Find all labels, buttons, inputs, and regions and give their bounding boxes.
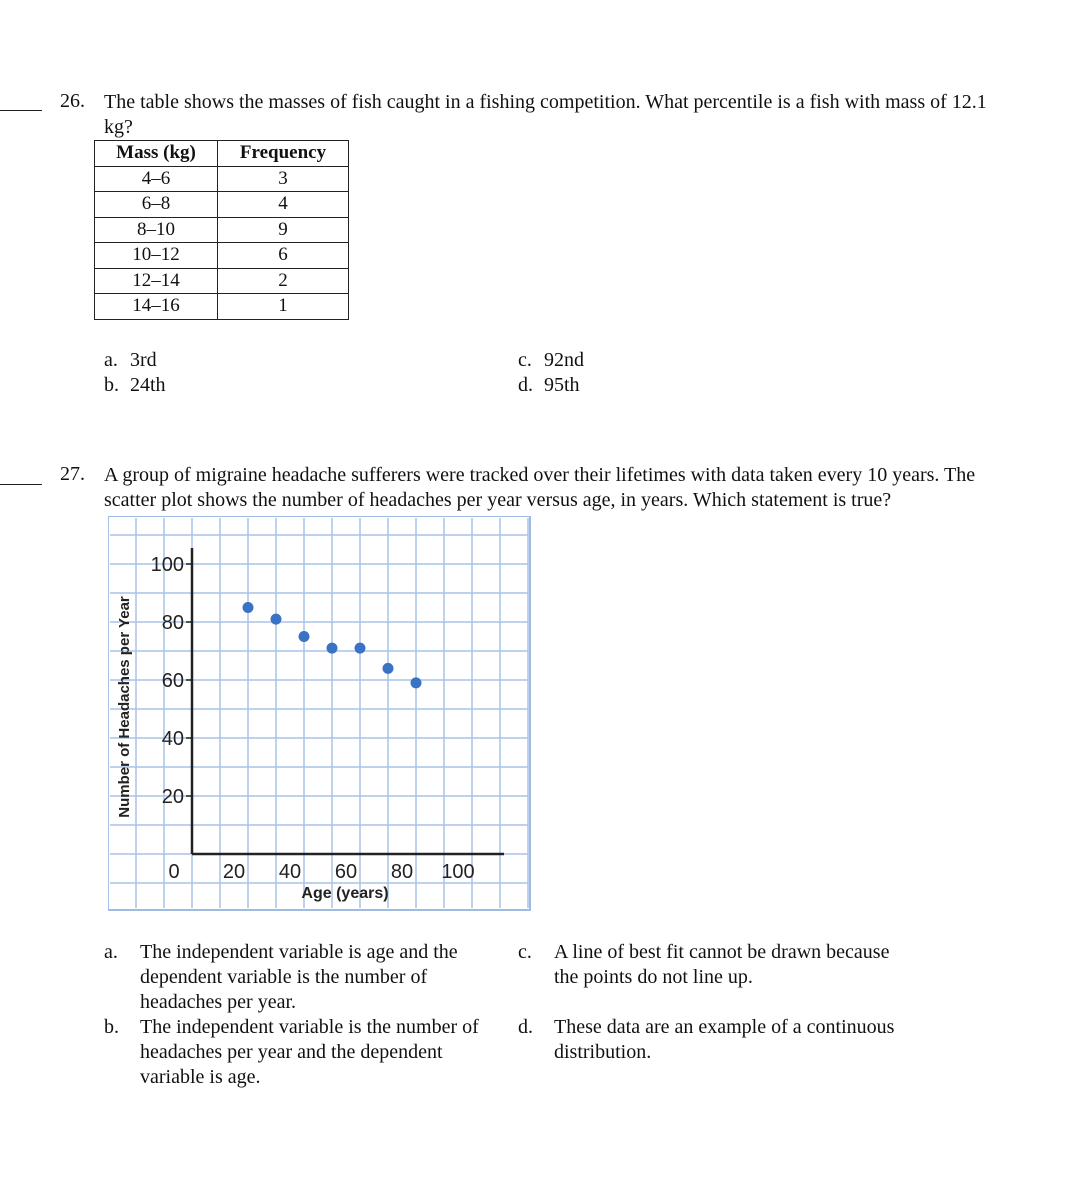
question-number-27: 27. (60, 463, 85, 485)
table-cell: 6–8 (95, 192, 218, 218)
option-text-line: The independent variable is the number of (140, 1016, 479, 1038)
x-tick-label: 0 (168, 861, 180, 883)
option-text-line: the points do not line up. (554, 966, 753, 988)
table-row (95, 294, 349, 320)
option-26b[interactable] (104, 373, 166, 398)
option-text (554, 940, 954, 990)
table-row (95, 243, 349, 269)
y-tick-label: 80 (161, 612, 184, 634)
x-tick-label: 100 (441, 861, 475, 883)
option-label: a. (104, 941, 118, 963)
x-tick-label: 60 (334, 861, 358, 883)
option-27d[interactable] (518, 1015, 954, 1065)
option-label: b. (104, 374, 119, 396)
option-text: 92nd (544, 349, 584, 371)
data-point (299, 631, 310, 642)
question-text-27-line2: scatter plot shows the number of headaches per year versus age, in years. Which statement is true? (104, 489, 892, 511)
question-text-26-line1: The table shows the masses of fish caught in a fishing competition. What percentile is a fish with mass of 12.1 (104, 91, 987, 113)
table-cell: 2 (218, 268, 349, 294)
option-text: 24th (130, 374, 166, 396)
option-label: b. (104, 1016, 119, 1038)
option-text-line: distribution. (554, 1041, 652, 1063)
data-point (383, 663, 394, 674)
option-text (140, 1015, 520, 1090)
table-cell: 3 (218, 166, 349, 192)
option-text-line: A line of best fit cannot be drawn because (554, 941, 890, 963)
option-label: d. (518, 374, 533, 396)
x-tick-label: 80 (390, 861, 414, 883)
option-text (140, 940, 510, 1015)
table-cell: 4 (218, 192, 349, 218)
x-tick-label: 20 (222, 861, 246, 883)
option-text-line: The independent variable is age and the (140, 941, 458, 963)
y-axis-label: Number of Headaches per Year (116, 596, 133, 818)
option-text (554, 1015, 954, 1065)
question-text-27-line1: A group of migraine headache sufferers were tracked over their lifetimes with data taken every 10 years. The (104, 464, 976, 486)
table-row (95, 166, 349, 192)
option-27b[interactable] (104, 1015, 520, 1090)
option-text-line: headaches per year. (140, 991, 297, 1013)
table-cell: 14–16 (95, 294, 218, 320)
option-label: c. (518, 941, 532, 963)
option-label: c. (518, 349, 532, 371)
question-number-26: 26. (60, 90, 85, 112)
option-text-line: variable is age. (140, 1066, 261, 1088)
option-text-line: dependent variable is the number of (140, 966, 428, 988)
y-tick-label: 40 (161, 728, 184, 750)
option-text-line: headaches per year and the dependent (140, 1041, 443, 1063)
data-point (355, 643, 366, 654)
option-text: 3rd (130, 349, 157, 371)
option-27c[interactable] (518, 940, 954, 990)
data-point (411, 677, 422, 688)
answer-blank-26[interactable] (0, 110, 42, 111)
data-point (243, 602, 254, 613)
table-cell: 12–14 (95, 268, 218, 294)
table-row (95, 192, 349, 218)
y-tick-label: 20 (161, 786, 184, 808)
table-header-mass: Mass (kg) (95, 141, 218, 167)
table-row (95, 217, 349, 243)
table-cell: 6 (218, 243, 349, 269)
x-axis-label: Age (years) (301, 885, 389, 902)
table-cell: 9 (218, 217, 349, 243)
option-label: a. (104, 349, 118, 371)
y-tick-label: 100 (150, 554, 184, 576)
table-cell: 10–12 (95, 243, 218, 269)
option-26a[interactable] (104, 348, 157, 373)
table-cell: 8–10 (95, 217, 218, 243)
option-27a[interactable] (104, 940, 510, 1015)
table-row (95, 268, 349, 294)
x-tick-label: 40 (278, 861, 302, 883)
question-text-27 (104, 463, 975, 513)
mass-frequency-table (94, 140, 349, 320)
question-text-26 (104, 90, 987, 140)
data-point (271, 614, 282, 625)
option-label: d. (518, 1016, 533, 1038)
option-26d[interactable] (518, 373, 580, 398)
scatter-plot (108, 516, 532, 912)
y-tick-label: 60 (161, 670, 184, 692)
answer-blank-27[interactable] (0, 484, 42, 485)
question-text-26-line2: kg? (104, 116, 133, 138)
table-header-row (95, 141, 349, 167)
option-text: 95th (544, 374, 580, 396)
table-cell: 1 (218, 294, 349, 320)
table-header-frequency: Frequency (218, 141, 349, 167)
data-point (327, 643, 338, 654)
table-cell: 4–6 (95, 166, 218, 192)
option-26c[interactable] (518, 348, 584, 373)
option-text-line: These data are an example of a continuous (554, 1016, 895, 1038)
